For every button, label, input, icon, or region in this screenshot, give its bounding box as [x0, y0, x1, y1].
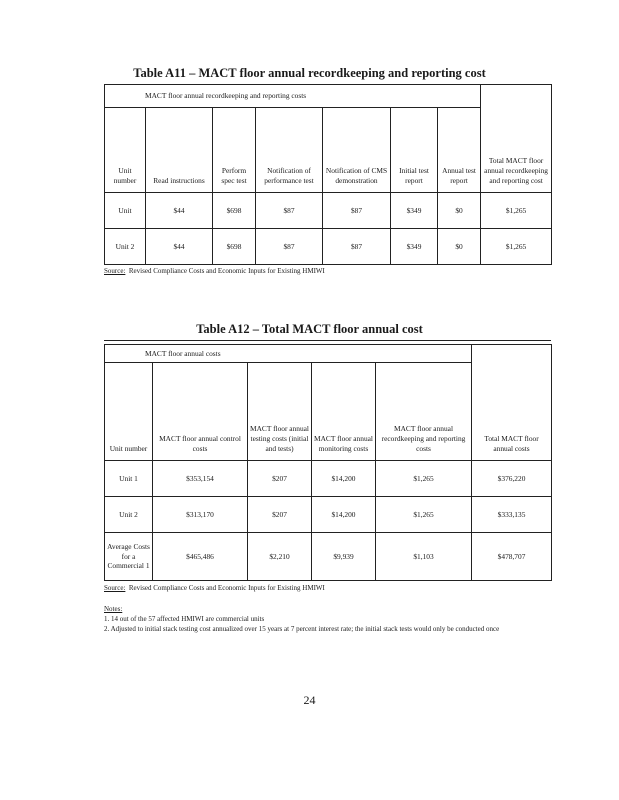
table-row [105, 497, 552, 533]
table-cell: $698 [213, 229, 256, 265]
table-a12-notes [104, 604, 544, 634]
table-a11-col-header: Unit number [105, 108, 146, 193]
table-a12-col-header: MACT floor annual testing costs (initial and tests) [248, 363, 312, 461]
source-label: Source: [104, 584, 126, 592]
table-cell: $698 [213, 193, 256, 229]
table-cell: Unit 2 [105, 497, 153, 533]
table-cell: $1,103 [376, 533, 472, 581]
table-cell: $2,210 [248, 533, 312, 581]
table-a12-top-rule [104, 340, 551, 341]
table-a11-col-header: Read instructions [146, 108, 213, 193]
table-cell: $207 [248, 461, 312, 497]
table-cell: $87 [323, 229, 391, 265]
table-cell: $1,265 [481, 193, 552, 229]
table-cell: Unit [105, 193, 146, 229]
table-cell: $376,220 [472, 461, 552, 497]
table-cell: $1,265 [481, 229, 552, 265]
table-cell: $14,200 [312, 461, 376, 497]
table-a11-group-header: MACT floor annual recordkeeping and reporting costs [105, 85, 481, 108]
table-a12-group-header: MACT floor annual costs [105, 345, 472, 363]
table-a12 [104, 344, 552, 581]
table-a12-col-header: MACT floor annual recordkeeping and reporting costs [376, 363, 472, 461]
table-a11-col-header: Total MACT floor annual recordkeeping and reporting cost [481, 85, 552, 193]
note-item: 2. Adjusted to initial stack testing cost annualized over 15 years at 7 percent interest rate; the initial stack tests would only be conducted once [104, 625, 500, 634]
table-cell: $0 [438, 193, 481, 229]
source-text: Revised Compliance Costs and Economic Inputs for Existing HMIWI [128, 267, 325, 275]
table-row [105, 533, 552, 581]
table-a11-title: Table A11 – MACT floor annual recordkeeping and reporting cost [133, 66, 486, 80]
table-a11-col-header: Initial test report [391, 108, 438, 193]
source-label: Source: [104, 267, 126, 275]
table-cell: $1,265 [376, 497, 472, 533]
table-row [105, 461, 552, 497]
table-cell: $44 [146, 229, 213, 265]
page-number: 24 [303, 693, 316, 707]
table-cell: $207 [248, 497, 312, 533]
table-cell: Average Costs for a Commercial 1 [105, 533, 153, 581]
table-cell: $1,265 [376, 461, 472, 497]
table-a11-col-header: Notification of performance test [256, 108, 323, 193]
table-a11-col-header: Notification of CMS demonstration [323, 108, 391, 193]
source-text: Revised Compliance Costs and Economic Inputs for Existing HMIWI [128, 584, 325, 592]
table-cell: $349 [391, 229, 438, 265]
table-a12-source [104, 584, 325, 592]
table-cell: $87 [256, 193, 323, 229]
table-cell: $14,200 [312, 497, 376, 533]
note-item: 1. 14 out of the 57 affected HMIWI are commercial units [104, 615, 265, 624]
table-cell: $353,154 [153, 461, 248, 497]
table-a11-col-header: Perform spec test [213, 108, 256, 193]
table-a11 [104, 84, 552, 265]
table-row [105, 229, 552, 265]
notes-label: Notes: [104, 605, 123, 613]
table-cell: $333,135 [472, 497, 552, 533]
table-cell: Unit 2 [105, 229, 146, 265]
table-cell: $349 [391, 193, 438, 229]
table-cell: $465,486 [153, 533, 248, 581]
table-cell: $478,707 [472, 533, 552, 581]
table-a12-col-header: MACT floor annual control costs [153, 363, 248, 461]
table-cell: $87 [256, 229, 323, 265]
table-a11-source [104, 267, 325, 275]
table-cell: Unit 1 [105, 461, 153, 497]
table-cell: $9,939 [312, 533, 376, 581]
table-a12-col-header: Total MACT floor annual costs [472, 345, 552, 461]
table-a11-col-header: Annual test report [438, 108, 481, 193]
table-a12-col-header: Unit number [105, 363, 153, 461]
table-cell: $44 [146, 193, 213, 229]
table-a12-title: Table A12 – Total MACT floor annual cost [196, 322, 423, 336]
table-cell: $87 [323, 193, 391, 229]
table-a12-col-header: MACT floor annual monitoring costs [312, 363, 376, 461]
table-cell: $313,170 [153, 497, 248, 533]
table-cell: $0 [438, 229, 481, 265]
table-row [105, 193, 552, 229]
